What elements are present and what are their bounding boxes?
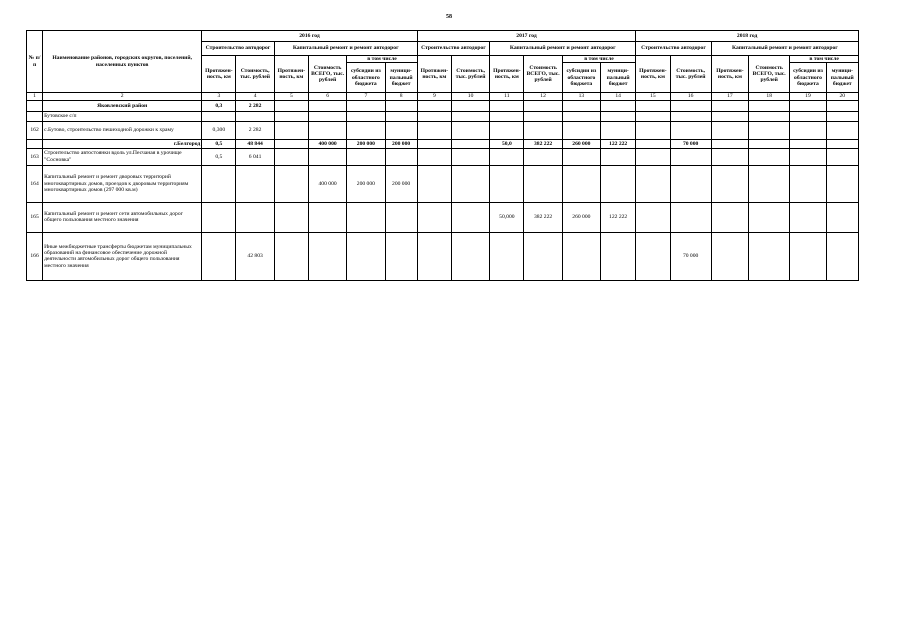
cell-col-10	[451, 165, 489, 202]
column-number: 9	[417, 93, 451, 100]
header-name: Наименование районов, городских округов, поселений, населенных пунктов	[43, 31, 202, 93]
cell-col-6	[308, 202, 346, 232]
cell-col-14	[601, 232, 636, 280]
cell-col-9	[417, 165, 451, 202]
cell-col-8	[385, 100, 417, 111]
header-capital-repair: Капитальный ремонт и ремонт автодорог	[274, 42, 417, 56]
column-number: 17	[711, 93, 748, 100]
cell-col-8: 200 000	[385, 165, 417, 202]
cell-col-16: 70 000	[670, 232, 711, 280]
cell-col-8	[385, 121, 417, 139]
cell-col-6	[308, 232, 346, 280]
column-number: 20	[826, 93, 858, 100]
row-number: 164	[27, 165, 43, 202]
cell-col-10	[451, 148, 489, 165]
row-name: Капитальный ремонт и ремонт дворовых территорий многоквартирных домов, проездов к дворовым территориям многоквартирных домов (297 000 кв.м)	[43, 165, 202, 202]
column-number: 3	[202, 93, 236, 100]
cell-col-15	[636, 165, 670, 202]
table-row	[27, 232, 859, 280]
cell-col-7	[347, 100, 385, 111]
cell-col-9	[417, 111, 451, 121]
cell-col-12: 382 222	[524, 139, 562, 148]
cell-col-15	[636, 202, 670, 232]
table-row	[27, 100, 859, 111]
table-row	[27, 121, 859, 139]
page-number: 58	[446, 14, 452, 20]
column-number: 8	[385, 93, 417, 100]
cell-col-20	[826, 111, 858, 121]
cell-col-14	[601, 100, 636, 111]
cell-col-6	[308, 111, 346, 121]
cell-col-19	[790, 202, 826, 232]
road-works-table	[26, 30, 859, 281]
cell-col-6: 400 000	[308, 165, 346, 202]
header-length: Протяжен- ность, км	[202, 56, 236, 93]
cell-col-4: 2 282	[236, 121, 274, 139]
cell-col-19	[790, 165, 826, 202]
header-including: в том числе	[562, 56, 636, 63]
header-total: Стоимость ВСЕГО, тыс. рублей	[524, 56, 562, 93]
cell-col-9	[417, 139, 451, 148]
cell-col-9	[417, 202, 451, 232]
cell-col-4: 2 282	[236, 100, 274, 111]
cell-col-5	[274, 121, 308, 139]
cell-col-5	[274, 202, 308, 232]
cell-col-14	[601, 111, 636, 121]
cell-col-13	[562, 121, 600, 139]
cell-col-15	[636, 100, 670, 111]
cell-col-20	[826, 139, 858, 148]
cell-col-16	[670, 202, 711, 232]
cell-col-19	[790, 148, 826, 165]
cell-col-5	[274, 139, 308, 148]
cell-col-11	[490, 111, 524, 121]
row-name: Строительство автостоянки вдоль ул.Песчаная в урочище "Сосновка"	[43, 148, 202, 165]
header-capital-repair: Капитальный ремонт и ремонт автодорог	[711, 42, 858, 56]
row-number: 165	[27, 202, 43, 232]
cell-col-18	[749, 100, 790, 111]
cell-col-9	[417, 232, 451, 280]
cell-col-8: 200 000	[385, 139, 417, 148]
cell-col-7: 200 000	[347, 165, 385, 202]
header-total: Стоимость ВСЕГО, тыс. рублей	[749, 56, 790, 93]
column-number: 15	[636, 93, 670, 100]
row-name: Капитальный ремонт и ремонт сети автомобильных дорог общего пользования местного значения	[43, 202, 202, 232]
cell-col-13	[562, 148, 600, 165]
column-number: 10	[451, 93, 489, 100]
cell-col-10	[451, 111, 489, 121]
cell-col-11	[490, 232, 524, 280]
cell-col-17	[711, 202, 748, 232]
column-number: 18	[749, 93, 790, 100]
cell-col-18	[749, 111, 790, 121]
cell-col-14: 122 222	[601, 202, 636, 232]
column-number: 1	[27, 93, 43, 100]
cell-col-8	[385, 202, 417, 232]
cell-col-4: 42 803	[236, 232, 274, 280]
cell-col-19	[790, 232, 826, 280]
cell-col-20	[826, 148, 858, 165]
header-construction: Строительство автодорог	[636, 42, 712, 56]
cell-col-11: 50,000	[490, 202, 524, 232]
cell-col-20	[826, 100, 858, 111]
cell-col-17	[711, 139, 748, 148]
column-number: 14	[601, 93, 636, 100]
header-municipal: муници- пальный бюджет	[385, 63, 417, 93]
cell-col-16	[670, 148, 711, 165]
cell-col-17	[711, 121, 748, 139]
cell-col-11	[490, 121, 524, 139]
cell-col-13	[562, 232, 600, 280]
row-name: Иные межбюджетные трансферты бюджетам муниципальных образований на финансовое обеспечение дорожной деятельности автомобильных дорог общего пользования местного значения	[43, 232, 202, 280]
cell-col-12	[524, 100, 562, 111]
row-number	[27, 111, 43, 121]
header-length: Протяжен- ность, км	[490, 56, 524, 93]
cell-col-17	[711, 165, 748, 202]
cell-col-7: 200 000	[347, 139, 385, 148]
cell-col-20	[826, 232, 858, 280]
cell-col-3: 0,5	[202, 148, 236, 165]
cell-col-18	[749, 121, 790, 139]
cell-col-6	[308, 148, 346, 165]
cell-col-19	[790, 139, 826, 148]
column-number: 19	[790, 93, 826, 100]
cell-col-13: 260 000	[562, 202, 600, 232]
column-number: 13	[562, 93, 600, 100]
cell-col-3: 0,5	[202, 139, 236, 148]
cell-col-16	[670, 121, 711, 139]
table-row	[27, 148, 859, 165]
cell-col-12	[524, 121, 562, 139]
cell-col-20	[826, 202, 858, 232]
cell-col-15	[636, 121, 670, 139]
header-including: в том числе	[347, 56, 418, 63]
cell-col-9	[417, 148, 451, 165]
cell-col-6	[308, 100, 346, 111]
header-length: Протяжен- ность, км	[274, 56, 308, 93]
cell-col-5	[274, 148, 308, 165]
cell-col-12	[524, 232, 562, 280]
column-number: 4	[236, 93, 274, 100]
cell-col-14: 122 222	[601, 139, 636, 148]
header-year-2018: 2018 год	[636, 31, 859, 42]
column-number: 12	[524, 93, 562, 100]
table-body	[27, 93, 859, 280]
cell-col-20	[826, 121, 858, 139]
cell-col-8	[385, 232, 417, 280]
cell-col-12	[524, 165, 562, 202]
cell-col-7	[347, 232, 385, 280]
header-length: Протяжен- ность, км	[711, 56, 748, 93]
cell-col-4: 6 041	[236, 148, 274, 165]
cell-col-5	[274, 111, 308, 121]
cell-col-11	[490, 165, 524, 202]
cell-col-18	[749, 165, 790, 202]
cell-col-4	[236, 165, 274, 202]
column-number: 5	[274, 93, 308, 100]
column-number: 11	[490, 93, 524, 100]
cell-col-18	[749, 232, 790, 280]
header-cost: Стоимость, тыс. рублей	[670, 56, 711, 93]
cell-col-15	[636, 111, 670, 121]
header-subsidy: субсидии из областного бюджета	[790, 63, 826, 93]
cell-col-13	[562, 100, 600, 111]
header-municipal: муници- пальный бюджет	[601, 63, 636, 93]
cell-col-5	[274, 232, 308, 280]
cell-col-12	[524, 148, 562, 165]
cell-col-11	[490, 100, 524, 111]
cell-col-3: 0,3	[202, 100, 236, 111]
cell-col-10	[451, 202, 489, 232]
cell-col-8	[385, 148, 417, 165]
cell-col-14	[601, 121, 636, 139]
column-number: 16	[670, 93, 711, 100]
header-cost: Стоимость, тыс. рублей	[451, 56, 489, 93]
header-construction: Строительство автодорог	[417, 42, 490, 56]
cell-col-3	[202, 232, 236, 280]
header-capital-repair: Капитальный ремонт и ремонт автодорог	[490, 42, 636, 56]
cell-col-18	[749, 148, 790, 165]
header-year-2016: 2016 год	[202, 31, 418, 42]
cell-col-11	[490, 148, 524, 165]
row-number: 162	[27, 121, 43, 139]
cell-col-7	[347, 202, 385, 232]
cell-col-13	[562, 111, 600, 121]
cell-col-18	[749, 139, 790, 148]
header-length: Протяжен- ность, км	[417, 56, 451, 93]
cell-col-16	[670, 165, 711, 202]
cell-col-9	[417, 100, 451, 111]
row-number	[27, 100, 43, 111]
header-construction: Строительство автодорог	[202, 42, 275, 56]
cell-col-6: 400 000	[308, 139, 346, 148]
row-name: с.Бутово, строительство пешеходной дорожки к храму	[43, 121, 202, 139]
cell-col-12: 382 222	[524, 202, 562, 232]
row-number: 166	[27, 232, 43, 280]
cell-col-15	[636, 232, 670, 280]
cell-col-3	[202, 111, 236, 121]
header-municipal: муници- пальный бюджет	[826, 63, 858, 93]
cell-col-17	[711, 148, 748, 165]
cell-col-11: 50,0	[490, 139, 524, 148]
column-number: 6	[308, 93, 346, 100]
header-subsidy: субсидии из областного бюджета	[347, 63, 385, 93]
cell-col-15	[636, 139, 670, 148]
header-including: в том числе	[790, 56, 859, 63]
table-row	[27, 165, 859, 202]
cell-col-4	[236, 111, 274, 121]
row-name: Яковлевский район	[43, 100, 202, 111]
column-number: 2	[43, 93, 202, 100]
cell-col-19	[790, 111, 826, 121]
cell-col-12	[524, 111, 562, 121]
row-number	[27, 139, 43, 148]
cell-col-10	[451, 139, 489, 148]
cell-col-3	[202, 165, 236, 202]
cell-col-3: 0,300	[202, 121, 236, 139]
cell-col-14	[601, 165, 636, 202]
column-numbers-row	[27, 93, 859, 100]
cell-col-6	[308, 121, 346, 139]
table-row	[27, 111, 859, 121]
cell-col-13	[562, 165, 600, 202]
cell-col-13: 260 000	[562, 139, 600, 148]
cell-col-17	[711, 232, 748, 280]
cell-col-4	[236, 202, 274, 232]
cell-col-16	[670, 100, 711, 111]
header-year-2017: 2017 год	[417, 31, 636, 42]
cell-col-19	[790, 100, 826, 111]
header-subsidy: субсидии из областного бюджета	[562, 63, 600, 93]
cell-col-7	[347, 148, 385, 165]
cell-col-7	[347, 121, 385, 139]
header-number: № п/п	[27, 31, 43, 93]
cell-col-10	[451, 100, 489, 111]
cell-col-7	[347, 111, 385, 121]
row-name: Бутовское с/п	[43, 111, 202, 121]
cell-col-4: 48 844	[236, 139, 274, 148]
header-length: Протяжен- ность, км	[636, 56, 670, 93]
header-total: Стоимость ВСЕГО, тыс. рублей	[308, 56, 346, 93]
cell-col-17	[711, 100, 748, 111]
cell-col-20	[826, 165, 858, 202]
row-name: г.Белгород	[43, 139, 202, 148]
cell-col-3	[202, 202, 236, 232]
table-row	[27, 139, 859, 148]
row-number: 163	[27, 148, 43, 165]
cell-col-9	[417, 121, 451, 139]
cell-col-15	[636, 148, 670, 165]
cell-col-19	[790, 121, 826, 139]
cell-col-10	[451, 121, 489, 139]
cell-col-16	[670, 111, 711, 121]
column-number: 7	[347, 93, 385, 100]
cell-col-14	[601, 148, 636, 165]
cell-col-10	[451, 232, 489, 280]
cell-col-5	[274, 165, 308, 202]
table-row	[27, 202, 859, 232]
cell-col-16: 70 000	[670, 139, 711, 148]
cell-col-18	[749, 202, 790, 232]
header-cost: Стоимость, тыс. рублей	[236, 56, 274, 93]
cell-col-17	[711, 111, 748, 121]
cell-col-8	[385, 111, 417, 121]
cell-col-5	[274, 100, 308, 111]
